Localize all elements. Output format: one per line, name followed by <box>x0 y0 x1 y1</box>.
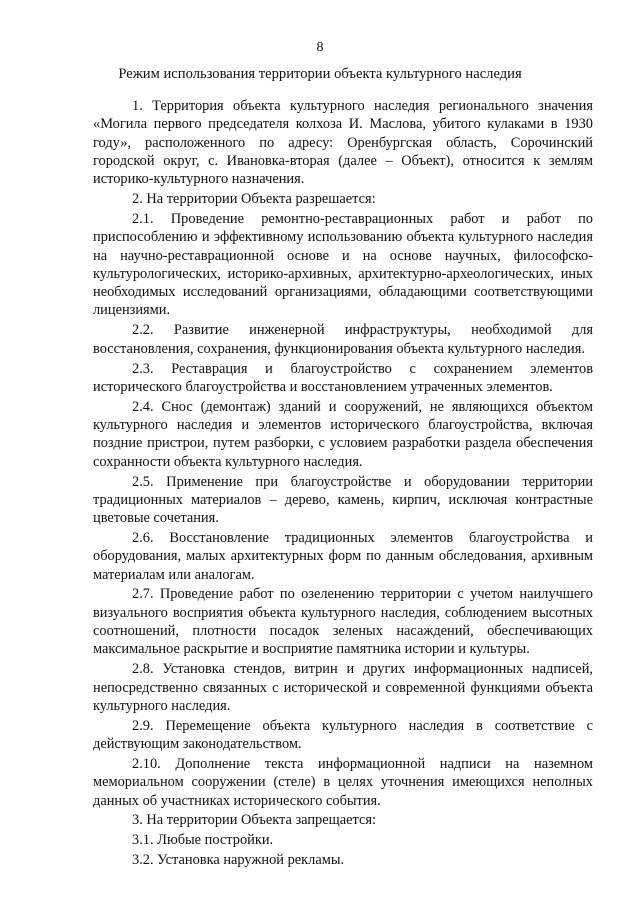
page-number: 8 <box>316 40 324 55</box>
paragraph-3: 3. На территории Объекта запрещается: <box>132 812 376 829</box>
paragraph-1: 1. Территория объекта культурного наследия регионального значения «Могила первого председателя колхоза И. Маслова, убитого кулаками в 1930 году», расположенного по адресу: Оренбургская область, Сорочинский городской округ, с. Ивановка-вторая (далее – Объект), относится к землям историко-культурного назначения. <box>93 98 593 188</box>
paragraph-2: 2. На территории Объекта разрешается: <box>132 191 376 208</box>
paragraph-2-10: 2.10. Дополнение текста информационной надписи на наземном мемориальном сооружении (стеле) в целях уточнения имеющихся неполных данных об участниках исторического события. <box>93 755 593 809</box>
paragraph-2-3: 2.3. Реставрация и благоустройство с сохранением элементов исторического благоустройства и восстановлением утраченных элементов. <box>93 360 593 395</box>
document-body <box>93 97 593 869</box>
paragraph-2-2: 2.2. Развитие инженерной инфраструктуры, необходимой для восстановления, сохранения, функционирования объекта культурного наследия. <box>93 322 593 357</box>
paragraph-2-7: 2.7. Проведение работ по озеленению территории с учетом наилучшего визуального восприятия объекта культурного наследия, соблюдением высотных соотношений, плотности посадок зеленых насаждений, обеспечивающих максимальное раскрытие и восприятие памятника истории и культуры. <box>93 586 593 658</box>
paragraph-2-8: 2.8. Установка стендов, витрин и других информационных надписей, непосредственно связанных с исторической и современной функциями объекта культурного наследия. <box>93 661 593 714</box>
paragraph-3-2: 3.2. Установка наружной рекламы. <box>132 852 345 869</box>
paragraph-2-9: 2.9. Перемещение объекта культурного наследия в соответствие с действующим законодательством. <box>93 717 593 753</box>
page-title: Режим использования территории объекта культурного наследия <box>118 66 522 82</box>
paragraph-2-1: 2.1. Проведение ремонтно-реставрационных работ и работ по приспособлению и эффективному использованию объекта культурного наследия на научно-реставрационной основе и на основе научных, философско-культурологических, историко-архивных, архитектурно-археологических, иных необходимых исследований организациями, обладающими соответствующими лицензиями. <box>93 210 593 319</box>
paragraph-2-5: 2.5. Применение при благоустройстве и оборудовании территории традиционных материалов – дерево, камень, кирпич, исключая контрастные цветовые сочетания. <box>93 473 593 527</box>
paragraph-2-6: 2.6. Восстановление традиционных элементов благоустройства и оборудования, малых архитектурных форм по данным обследования, архивным материалам или аналогам. <box>93 529 593 583</box>
paragraph-3-1: 3.1. Любые постройки. <box>132 832 274 849</box>
paragraph-2-4: 2.4. Снос (демонтаж) зданий и сооружений, не являющихся объектом культурного наследия и элементов исторического благоустройства, включая поздние пристрои, путем разборки, с условием разработки раздела обеспечения сохранности объекта культурного наследия. <box>93 398 593 470</box>
